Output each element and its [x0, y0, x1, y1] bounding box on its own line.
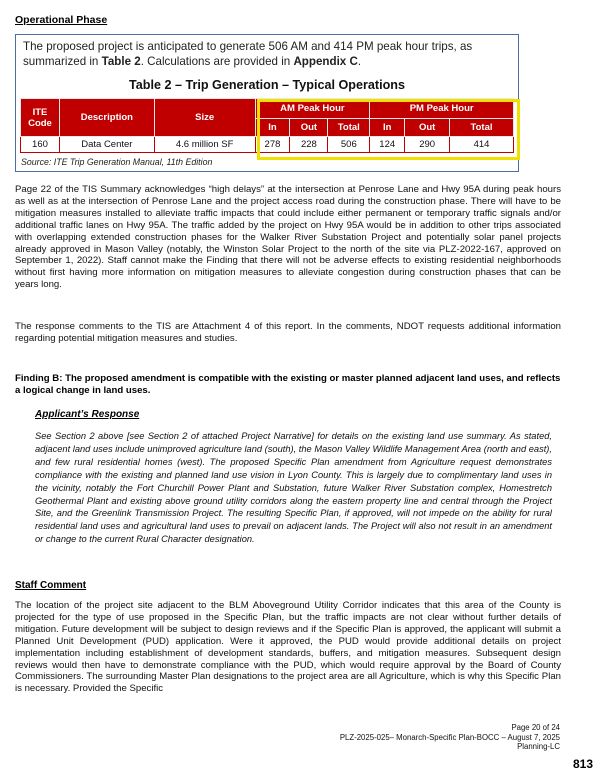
cell-size: 4.6 million SF: [154, 137, 255, 153]
header-size: Size: [154, 99, 255, 137]
finding-b-heading: Finding B: The proposed amendment is compatible with the existing or master planned adjacent land uses, and reflects a logical change in land uses.: [15, 373, 561, 396]
footer-page-count: Page 20 of 24: [511, 723, 560, 732]
footer-department: Planning-LC: [517, 742, 560, 751]
table-row: [21, 137, 514, 153]
intro-text-3: .: [357, 55, 362, 68]
header-am-out: Out: [290, 119, 328, 137]
exhibit-intro: [23, 39, 511, 69]
section-heading: Operational Phase: [15, 14, 108, 26]
header-am-in: In: [255, 119, 290, 137]
cell-pm-in: 124: [370, 137, 405, 153]
header-am-peak: AM Peak Hour: [255, 99, 370, 119]
cell-pm-out: 290: [405, 137, 450, 153]
applicant-response-heading: Applicant’s Response: [35, 409, 140, 420]
staff-comment-text: The location of the project site adjacent to the BLM Aboveground Utility Corridor indicates that this area of the County is projected for the type of use proposed in the Specific Plan, but the traffic impacts are not clear without further details of mitigation. Future development will be subject to design reviews and if the Specific Plan is approved, the applicant will submit a Planned Unit Development (PUD) application. Were it approved, the PUD would provide additional details on project implementation including establishment of development standards, buffers, and mitigation measures. Subsequent design reviews would then have to demonstrate compliance with the PUD, which would require approval by the Board of County Commissioners. The surrounding Master Plan designations to the project area are all Agriculture, which is why this Specific Plan is necessary. Provided the Specific: [15, 600, 561, 695]
trip-generation-table: [20, 98, 514, 153]
cell-am-out: 228: [290, 137, 328, 153]
cell-pm-total: 414: [450, 137, 514, 153]
applicant-response-text: See Section 2 above [see Section 2 of attached Project Narrative] for details on the existing land use summary. As stated, adjacent land uses include unimproved agriculture land (south), the Mason Valley Wildlife Management Area (north and east), and few rural residential homes (west). The proposed Specific Plan amendment from Agriculture request demonstrates compliance with the existing and planned land use vision in Lyon County. This is largely due to complimentary land uses in the vicinity, notably the Fort Churchill Power Plant and Substation, future Walker River Substation complex, Homestretch Geothermal Plant and existing above ground utility corridors along the eastern property line and central through the Project Site, and the Greenlink Transmission Project. The resulting Specific Plan, if approved, will not impede on the ability for rural residential land uses and agricultural land uses to prevail on adjacent lands. The Project will also not result in an amendment or change to the current Rural Character designation.: [35, 431, 552, 545]
header-ite-code: ITE Code: [21, 99, 60, 137]
intro-text-1: The proposed project is anticipated to generate 506 AM and 414 PM peak hour trips, as summarized in: [23, 40, 473, 68]
intro-table-ref: Table 2: [101, 55, 141, 68]
traffic-exhibit-image: [15, 34, 519, 172]
page-number: 813: [572, 757, 593, 771]
footer-case-number: PLZ-2025-025– Monarch-Specific Plan-BOCC – August 7, 2025: [339, 732, 560, 742]
cell-am-in: 278: [255, 137, 290, 153]
header-pm-out: Out: [405, 119, 450, 137]
paragraph-tis-summary: Page 22 of the TIS Summary acknowledges “high delays” at the intersection at Penrose Lane and Hwy 95A during peak hours as well as at the intersection of Penrose Lane and the project access road during the construction phase. There will have to be mitigation measures installed to alleviate traffic impacts that could include either permanent or temporary traffic signals and/or additional traffic lanes on Hwy 95A. The traffic added by the project on Hwy 95A would be in addition to other trips associated with overlapping extended construction phases for the Walker River Substation Project and potentially solar panel projects already approved in Mason Valley (notably, the Winston Solar Project to the north of the site via PLZ-2022-167, approved on September 1, 2022). Staff cannot make the Finding that there will not be adverse effects to existing residential neighborhoods without first having more information on mitigation measures to alleviate congestion during construction phases that can be years long.: [15, 184, 561, 291]
staff-comment-heading: Staff Comment: [15, 580, 87, 591]
cell-description: Data Center: [59, 137, 154, 153]
table-source: Source: ITE Trip Generation Manual, 11th Edition: [21, 157, 213, 167]
table-title: Table 2 – Trip Generation – Typical Operations: [129, 78, 405, 92]
cell-am-total: 506: [328, 137, 370, 153]
header-pm-peak: PM Peak Hour: [370, 99, 514, 119]
header-pm-total: Total: [450, 119, 514, 137]
page-footer: [340, 723, 560, 752]
intro-text-2: . Calculations are provided in: [140, 55, 294, 68]
header-am-total: Total: [328, 119, 370, 137]
paragraph-tis-response: The response comments to the TIS are Attachment 4 of this report. In the comments, NDOT requests additional information regarding potential mitigation measures and studies.: [15, 321, 561, 344]
cell-ite-code: 160: [21, 137, 60, 153]
header-pm-in: In: [370, 119, 405, 137]
intro-appendix-ref: Appendix C: [293, 55, 358, 68]
header-description: Description: [59, 99, 154, 137]
